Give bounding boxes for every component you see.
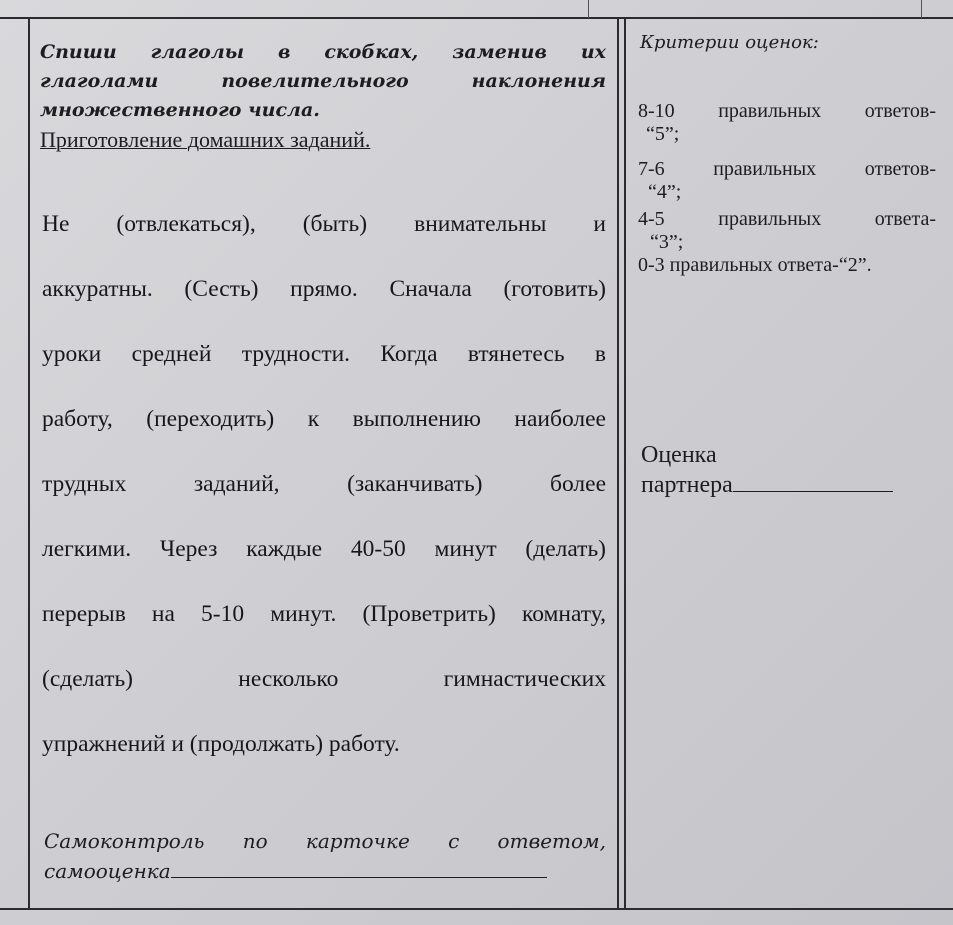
- upper-row-divider-right: [921, 0, 922, 18]
- exercise-line: легкими. Через каждые 40-50 минут (делать): [42, 536, 606, 562]
- exercise-line: перерыв на 5-10 минут. (Проветрить) комнату,: [42, 601, 606, 627]
- criteria-range: 8-10 правильных ответов-: [638, 100, 936, 122]
- exercise-line: аккуратны. (Сесть) прямо. Сначала (готовить): [42, 276, 606, 302]
- partner-grade-blank[interactable]: [733, 473, 893, 492]
- partner-label-line1: Оценка: [641, 442, 717, 468]
- exercise-line: (сделать) несколько гимнастических: [42, 666, 606, 692]
- partner-grade: [641, 440, 921, 500]
- self-assessment-label: самооценка: [44, 859, 171, 883]
- criteria-range: 7-6 правильных ответов-: [638, 158, 936, 180]
- exercise-line: уроки средней трудности. Когда втянетесь в: [42, 341, 606, 367]
- table-middle-border-double: [624, 17, 626, 910]
- criteria-grade: “4”;: [648, 181, 682, 203]
- task-cell: [40, 38, 606, 153]
- exercise-line: упражнений и (продолжать) работу.: [42, 731, 400, 757]
- criteria-cell: [636, 32, 938, 53]
- self-assessment-blank[interactable]: [171, 859, 547, 878]
- criteria-range: 4-5 правильных ответа-: [638, 208, 936, 230]
- exercise-line: трудных заданий, (заканчивать) более: [42, 471, 606, 497]
- upper-row-divider: [588, 0, 589, 18]
- self-check: [44, 826, 606, 886]
- instruction-line: Спиши глаголы в скобках, заменив их: [40, 41, 606, 63]
- text-title: Приготовление домашних заданий.: [40, 127, 371, 152]
- table-top-border: [0, 17, 953, 19]
- criteria-range: 0-3 правильных ответа-“2”.: [638, 254, 872, 276]
- table-left-border: [28, 17, 30, 910]
- exercise-text: [42, 200, 606, 785]
- table-middle-border: [617, 17, 619, 910]
- self-assessment-row: [44, 856, 606, 886]
- instruction-line: множественного числа.: [40, 99, 320, 121]
- exercise-line: Не (отвлекаться), (быть) внимательны и: [42, 211, 606, 237]
- criteria-list: [638, 100, 936, 277]
- instruction-line: глаголами повелительного наклонения: [40, 70, 606, 92]
- criteria-grade: “5”;: [646, 123, 680, 145]
- exercise-line: работу, (переходить) к выполнению наиболее: [42, 406, 606, 432]
- table-bottom-border: [0, 908, 953, 910]
- criteria-grade: “3”;: [650, 231, 684, 253]
- task-instruction: [40, 38, 606, 125]
- self-check-line: Самоконтроль по карточке с ответом,: [44, 829, 606, 853]
- partner-label-line2: партнера: [641, 472, 733, 498]
- partner-row: [641, 470, 921, 500]
- criteria-title: Критерии оценок:: [640, 32, 819, 53]
